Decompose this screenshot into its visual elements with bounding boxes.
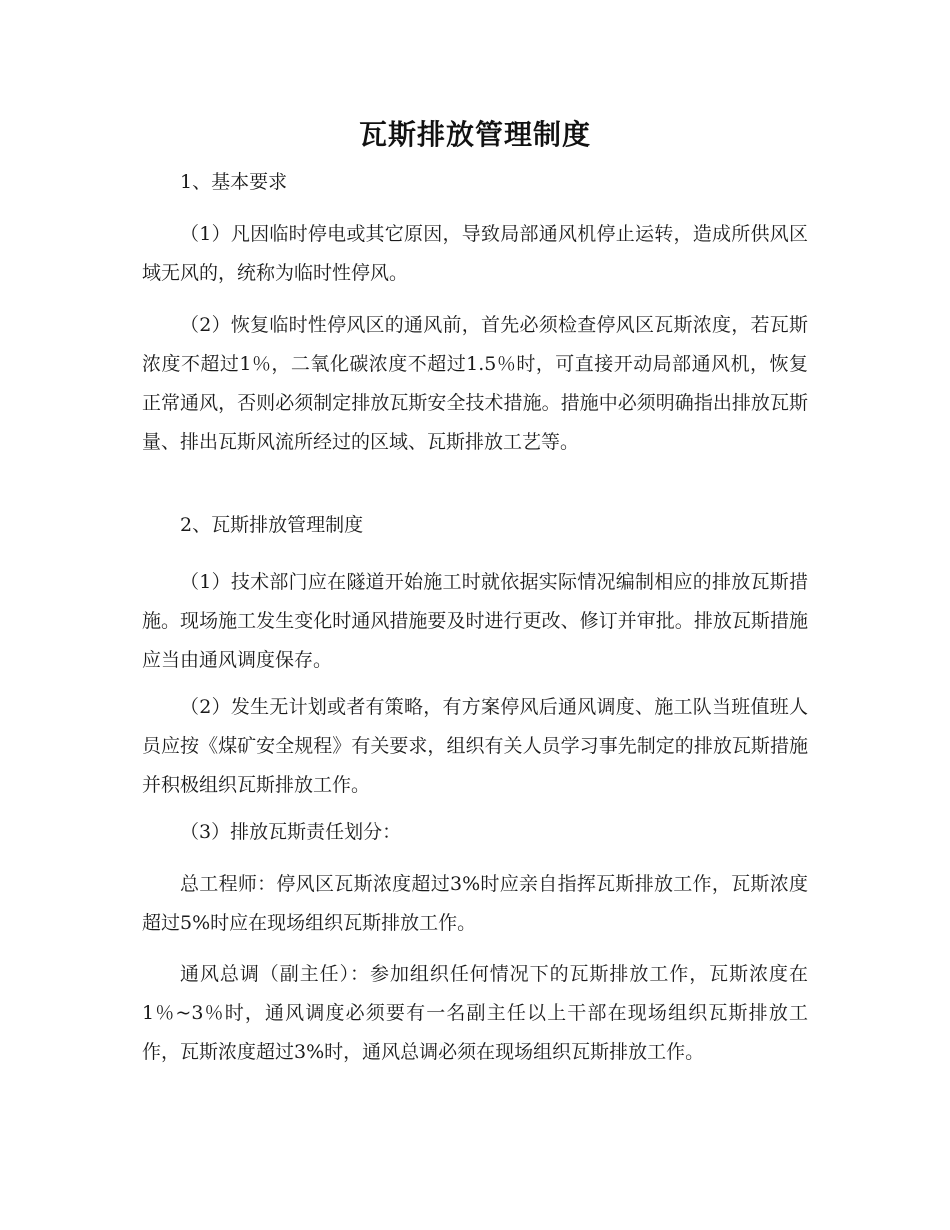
paragraph-responsibility-division: （3）排放瓦斯责任划分：	[180, 821, 402, 843]
paragraph-ventilation-dispatcher: 通风总调（副主任）：参加组织任何情况下的瓦斯排放工作，瓦斯浓度在1％~3％时，通风调度必须要有一名副主任以上干部在现场组织瓦斯排放工作，瓦斯浓度超过3%时，通风总调必须在现场组织瓦斯排放工作。	[142, 963, 808, 1063]
section-heading-basic-requirements: 1、基本要求	[180, 171, 288, 193]
paragraph-temporary-stop: （1）凡因临时停电或其它原因，导致局部通风机停止运转，造成所供风区域无风的，统称为临时性停风。	[142, 223, 808, 284]
paragraph-unplanned-stop: （2）发生无计划或者有策略，有方案停风后通风调度、施工队当班值班人员应按《煤矿安全规程》有关要求，组织有关人员学习事先制定的排放瓦斯措施并积极组织瓦斯排放工作。	[142, 696, 808, 796]
section-heading-management-system: 2、瓦斯排放管理制度	[180, 514, 364, 536]
document-title: 瓦斯排放管理制度	[358, 118, 591, 151]
paragraph-restore-ventilation: （2）恢复临时性停风区的通风前，首先必须检查停风区瓦斯浓度，若瓦斯浓度不超过1％，二氧化碳浓度不超过1.5％时，可直接开动局部通风机，恢复正常通风，否则必须制定排放瓦斯安全技术措施。措施中必须明确指出排放瓦斯量、排出瓦斯风流所经过的区域、瓦斯排放工艺等。	[142, 314, 808, 453]
paragraph-technical-department: （1）技术部门应在隧道开始施工时就依据实际情况编制相应的排放瓦斯措施。现场施工发生变化时通风措施要及时进行更改、修订并审批。排放瓦斯措施应当由通风调度保存。	[142, 571, 808, 671]
paragraph-chief-engineer: 总工程师：停风区瓦斯浓度超过3%时应亲自指挥瓦斯排放工作，瓦斯浓度超过5%时应在现场组织瓦斯排放工作。	[142, 873, 808, 934]
